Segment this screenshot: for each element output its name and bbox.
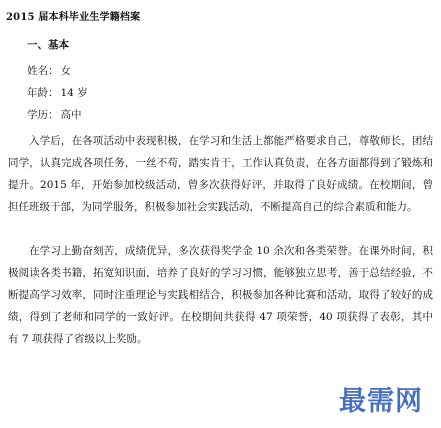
field-value: 女 xyxy=(60,65,71,77)
field-label: 姓名： xyxy=(27,65,59,77)
field-age xyxy=(27,85,88,100)
field-value: 14 岁 xyxy=(60,87,88,99)
field-label: 学历： xyxy=(27,109,59,121)
field-education xyxy=(27,107,82,122)
field-label: 年龄： xyxy=(27,87,59,99)
field-value: 高中 xyxy=(60,109,82,121)
field-gender xyxy=(27,63,71,78)
site-watermark: 最需网 xyxy=(339,386,423,417)
section-heading: 一、基本 xyxy=(27,39,69,51)
document-title: 2015 届本科毕业生学籍档案 xyxy=(6,12,141,23)
paragraph: 在学习上勤奋刻苦，成绩优异，多次获得奖学金 10 余次和各类荣誉。在课外时间，积极阅读各类书籍，拓宽知识面，培养了良好的学习习惯，能够独立思考，善于总结经验，不断提高学习效率，同时注重理论与实践相结合，积极参加各种比赛和活动，取得了较好的成绩，得到了老师和同学的一致好评。在校期间共获得 47 项荣誉，40 项获得了表彰，其中有 7 项获得了省级以上奖励。 xyxy=(8,245,433,345)
paragraph: 入学后，在各项活动中表现积极，在学习和生活上都能严格要求自己，尊敬师长，团结同学，认真完成各项任务，一丝不苟，踏实肯干，工作认真负责，在各方面都得到了锻炼和提升。2015 年，开始参加校级活动，曾多次获得好评，并取得了良好成绩。在校期间，曾担任班级干部，为同学服务，积极参加社会实践活动，不断提高自己的综合素质和能力。 xyxy=(8,135,433,213)
